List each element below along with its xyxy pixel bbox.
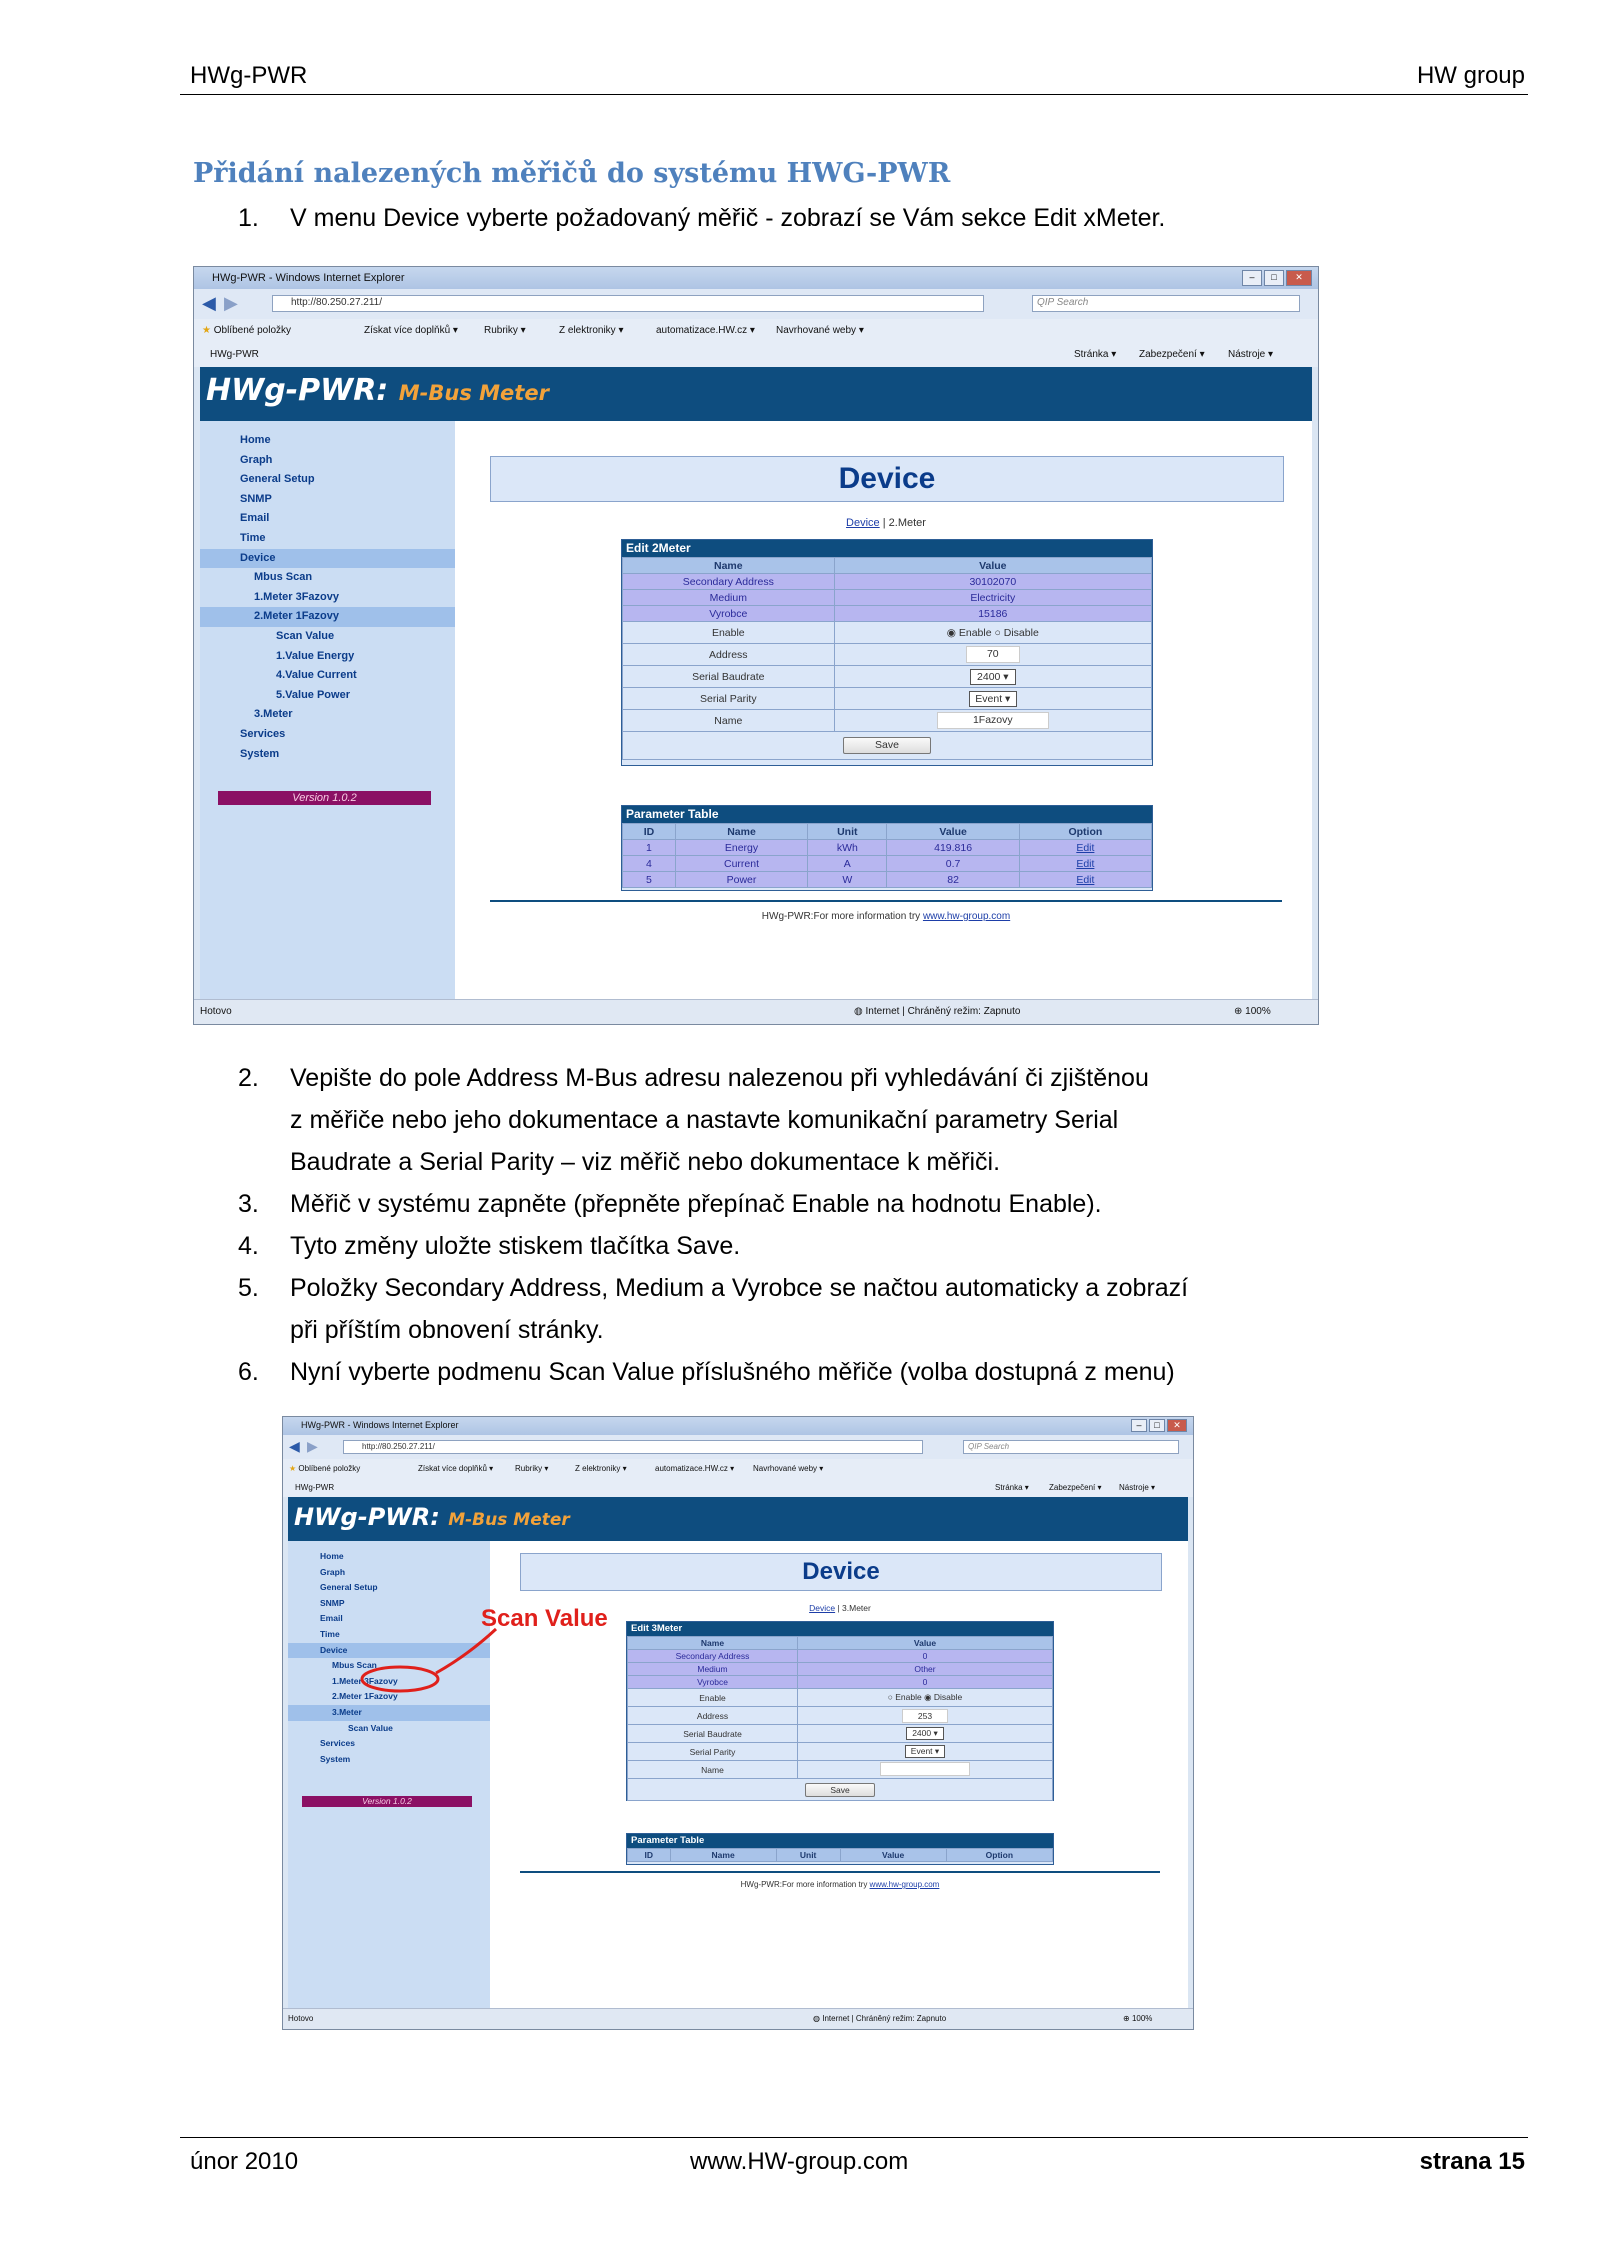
menu-item-mbus-scan[interactable]: • Mbus Scan (200, 568, 455, 588)
col-name: Name (628, 1637, 798, 1650)
sidebar (288, 1541, 490, 2009)
row-label: Vyrobce (628, 1676, 798, 1689)
param-unit: kWh (808, 840, 887, 856)
browser-screenshot-2 (282, 1416, 1194, 2030)
globe-icon: ◍ (854, 1006, 863, 1017)
maximize-icon[interactable]: □ (1264, 270, 1284, 286)
form-title: Edit 2Meter (622, 540, 1152, 557)
step-line: při příštím obnovení stránky. (290, 1316, 604, 1344)
baudrate-select[interactable] (970, 669, 1016, 685)
fav-link-automatizace[interactable]: automatizace.HW.cz ▾ (656, 325, 755, 336)
menu-item-value-current[interactable]: • 4.Value Current (200, 666, 455, 686)
param-unit: A (808, 856, 887, 872)
device-heading: Device (490, 456, 1284, 502)
secondary-address-value: 30102070 (834, 574, 1151, 590)
fav-link-elektroniky[interactable]: Z elektroniky ▾ (559, 325, 624, 336)
save-button[interactable]: Save (805, 1783, 875, 1797)
search-input[interactable]: QIP Search (1032, 295, 1300, 312)
step-line: Baudrate a Serial Parity – viz měřič nebo dokumentace k měřiči. (290, 1148, 1001, 1176)
parameter-table (626, 1833, 1054, 1865)
back-icon[interactable]: ◀ (289, 1438, 300, 1454)
window-title: HWg-PWR - Windows Internet Explorer (212, 272, 405, 284)
browser-screenshot-1 (193, 266, 1319, 1025)
col-value: Value (834, 558, 1151, 574)
status-zone-text: Internet | Chráněný režim: Zapnuto (865, 1006, 1021, 1017)
close-icon[interactable]: ✕ (1286, 270, 1312, 286)
zoom-value: 100% (1245, 1006, 1271, 1017)
favorites-bar (283, 1459, 1193, 1479)
annotation-ellipse (328, 1625, 518, 1695)
cmd-security[interactable]: Zabezpečení ▾ (1049, 1483, 1102, 1492)
status-bar (283, 2008, 1193, 2029)
address-bar (283, 1435, 1193, 1459)
medium-value: Other (798, 1663, 1053, 1676)
parity-select[interactable] (905, 1745, 945, 1758)
col-option: Option (1019, 824, 1151, 840)
menu-item-scan-value[interactable]: • Scan Value (288, 1721, 490, 1737)
zoom-value: 100% (1131, 2014, 1153, 2023)
fav-link-rubriky[interactable]: Rubriky ▾ (515, 1464, 549, 1473)
status-text: Hotovo (200, 1006, 232, 1017)
app-title: HWg-PWR: (294, 1503, 440, 1531)
footer-website: www.HW-group.com (690, 2148, 909, 2175)
baudrate-value: 2400 (912, 1728, 932, 1738)
footer-date: únor 2010 (190, 2148, 299, 2175)
cmd-tools[interactable]: Nástroje ▾ (1228, 349, 1274, 360)
menu-item-email[interactable]: • Email (200, 509, 455, 529)
version-badge: Version 1.0.2 (218, 791, 431, 805)
step-number: 2. (238, 1064, 259, 1092)
sidebar-menu (200, 431, 455, 764)
zoom-control[interactable] (1234, 1006, 1271, 1017)
menu-item-device[interactable]: • Device (200, 549, 455, 569)
edit-link[interactable]: Edit (1076, 857, 1095, 870)
breadcrumb-device-link[interactable]: Device (846, 517, 880, 529)
favorites-button[interactable] (289, 1464, 360, 1473)
menu-item-home[interactable]: • Home (200, 431, 455, 451)
col-id: ID (628, 1849, 671, 1862)
forward-icon[interactable]: ▶ (307, 1438, 318, 1454)
step-number: 1. (238, 204, 259, 232)
step-text: V menu Device vyberte požadovaný měřič - zobrazí se Vám sekce Edit xMeter. (290, 204, 1166, 232)
star-icon: ★ (289, 1464, 297, 1473)
col-unit: Unit (808, 824, 887, 840)
name-input[interactable]: 1Fazovy (937, 712, 1049, 729)
zoom-control[interactable] (1123, 2014, 1152, 2023)
fav-link-addons[interactable]: Získat více doplňků ▾ (364, 325, 458, 336)
app-banner (200, 367, 1312, 421)
menu-item-meter-1[interactable]: • 1.Meter 3Fazovy (200, 588, 455, 608)
web-page (200, 367, 1312, 999)
menu-item-system[interactable]: • System (200, 745, 455, 765)
chevron-down-icon: ▾ (933, 1728, 938, 1738)
vyrobce-value: 15186 (834, 606, 1151, 622)
breadcrumb (490, 517, 1282, 529)
app-footer (520, 1880, 1160, 1889)
enable-radio[interactable]: ◉ (946, 626, 956, 639)
footer-text: HWg-PWR:For more information try (761, 911, 923, 922)
step-text: Nyní vyberte podmenu Scan Value příslušného měřiče (volba dostupná z menu) (290, 1358, 1175, 1386)
col-option: Option (946, 1849, 1052, 1862)
url-input[interactable]: http://80.250.27.211/ (343, 1440, 923, 1454)
step-text (290, 1267, 1390, 1351)
breadcrumb (520, 1603, 1160, 1613)
chevron-down-icon: ▾ (934, 1746, 940, 1756)
favorites-label: Oblíbené položky (213, 325, 292, 336)
menu-item-general-setup[interactable]: • General Setup (288, 1580, 490, 1596)
sidebar (200, 421, 455, 999)
favorites-label: Oblíbené položky (298, 1464, 361, 1473)
favorites-button[interactable] (202, 325, 291, 336)
parameter-table (621, 805, 1153, 891)
enable-option-label: Enable (958, 626, 992, 639)
status-zone-text: Internet | Chráněný režim: Zapnuto (822, 2014, 947, 2023)
menu-item-email[interactable]: • Email (288, 1611, 490, 1627)
col-name: Name (670, 1849, 776, 1862)
menu-item-snmp[interactable]: • SNMP (200, 490, 455, 510)
name-input[interactable] (880, 1762, 970, 1776)
app-subtitle: M-Bus Meter (398, 381, 549, 405)
fav-link-rubriky[interactable]: Rubriky ▾ (484, 325, 526, 336)
footer-link[interactable]: www.hw-group.com (922, 911, 1011, 922)
command-bar (194, 345, 1318, 367)
edit-link[interactable]: Edit (1076, 841, 1095, 854)
col-unit: Unit (776, 1849, 840, 1862)
menu-item-device[interactable]: • Device (288, 1643, 490, 1659)
enable-option-label: Enable (895, 1692, 922, 1702)
menu-item-mbus-scan[interactable]: • Mbus Scan (288, 1658, 490, 1674)
step-number: 3. (238, 1190, 259, 1218)
row-label: Secondary Address (628, 1650, 798, 1663)
menu-item-services[interactable]: • Services (288, 1736, 490, 1752)
menu-item-time[interactable]: • Time (288, 1627, 490, 1643)
content-divider (520, 1871, 1160, 1873)
menu-item-value-energy[interactable]: • 1.Value Energy (200, 647, 455, 667)
param-id: 1 (623, 840, 676, 856)
disable-option-label: Disable (933, 1692, 963, 1702)
footer-text: HWg-PWR:For more information try (740, 1880, 870, 1889)
menu-item-value-power[interactable]: • 5.Value Power (200, 686, 455, 706)
zoom-icon: ⊕ (1123, 2014, 1130, 2023)
menu-item-meter-2[interactable]: • 2.Meter 1Fazovy (200, 607, 455, 627)
menu-item-graph[interactable]: • Graph (200, 451, 455, 471)
favorites-bar (194, 319, 1318, 345)
param-unit: W (808, 872, 887, 888)
footer-rule (180, 2137, 1528, 2138)
step-number: 5. (238, 1274, 259, 1302)
app-title: HWg-PWR: (206, 373, 389, 408)
command-bar (283, 1479, 1193, 1497)
secondary-address-value: 0 (798, 1650, 1053, 1663)
status-text: Hotovo (288, 2014, 314, 2023)
param-name: Energy (675, 840, 807, 856)
footer-page-number: strana 15 (1419, 2148, 1525, 2175)
vyrobce-value: 0 (798, 1676, 1053, 1689)
col-id: ID (623, 824, 676, 840)
breadcrumb-current: | 3.Meter (835, 1603, 871, 1613)
menu-item-meter-2[interactable]: • 2.Meter 1Fazovy (288, 1689, 490, 1705)
step-text: Měřič v systému zapněte (přepněte přepínač Enable na hodnotu Enable). (290, 1190, 1102, 1218)
url-input[interactable]: http://80.250.27.211/ (272, 295, 984, 312)
row-label: Address (628, 1707, 798, 1725)
status-zone (854, 1006, 1020, 1017)
col-name: Name (623, 558, 835, 574)
baudrate-select[interactable] (906, 1727, 944, 1740)
chevron-down-icon: ▾ (1003, 670, 1009, 683)
step-2 (238, 1057, 1388, 1176)
step-number: 6. (238, 1358, 259, 1386)
menu-item-home[interactable]: • Home (288, 1549, 490, 1565)
fav-link-addons[interactable]: Získat více doplňků ▾ (418, 1464, 494, 1473)
cmd-security[interactable]: Zabezpečení ▾ (1139, 349, 1205, 360)
footer-link[interactable]: www.hw-group.com (869, 1880, 940, 1889)
app-subtitle: M-Bus Meter (448, 1510, 570, 1530)
step-text (290, 1057, 1390, 1183)
fav-link-elektroniky[interactable]: Z elektroniky ▾ (575, 1464, 627, 1473)
row-label: Serial Parity (623, 688, 835, 710)
device-heading: Device (520, 1553, 1162, 1591)
cmd-page[interactable]: Stránka ▾ (995, 1483, 1029, 1492)
row-label: Serial Baudrate (628, 1725, 798, 1743)
cmd-tools[interactable]: Nástroje ▾ (1119, 1483, 1156, 1492)
section-title: Přidání nalezených měřičů do systému HWG-PWR (193, 158, 951, 189)
parity-value: Event (975, 692, 1003, 705)
param-value: 0.7 (887, 856, 1019, 872)
status-zone (813, 2014, 946, 2023)
row-label: Vyrobce (623, 606, 835, 622)
window-titlebar (283, 1417, 1193, 1435)
browser-tab[interactable]: HWg-PWR (210, 349, 259, 360)
row-label: Secondary Address (623, 574, 835, 590)
row-label: Serial Baudrate (623, 666, 835, 688)
step-line: Vepište do pole Address M-Bus adresu nalezenou při vyhledávání či zjištěnou (290, 1064, 1149, 1092)
step-line: Položky Secondary Address, Medium a Vyrobce se načtou automaticky a zobrazí (290, 1274, 1189, 1302)
edit-link[interactable]: Edit (1076, 873, 1095, 886)
step-number: 4. (238, 1232, 259, 1260)
table-row (623, 856, 1152, 872)
menu-item-scan-value[interactable]: • Scan Value (200, 627, 455, 647)
menu-item-time[interactable]: • Time (200, 529, 455, 549)
scan-value-annotation: Scan Value (481, 1605, 608, 1632)
edit-meter-form (626, 1621, 1054, 1801)
menu-item-graph[interactable]: • Graph (288, 1565, 490, 1581)
parity-value: Event (910, 1746, 933, 1756)
address-input[interactable]: 70 (966, 646, 1020, 663)
chevron-down-icon: ▾ (1005, 692, 1011, 705)
row-label: Name (623, 710, 835, 732)
zoom-icon: ⊕ (1234, 1006, 1243, 1017)
row-label: Name (628, 1761, 798, 1779)
fav-link-navrhovane[interactable]: Navrhované weby ▾ (776, 325, 864, 336)
menu-item-meter-1[interactable]: • 1.Meter 3Fazovy (288, 1674, 490, 1690)
row-label: Medium (628, 1663, 798, 1676)
param-id: 5 (623, 872, 676, 888)
disable-radio[interactable]: ◉ (924, 1692, 932, 1702)
menu-item-snmp[interactable]: • SNMP (288, 1596, 490, 1612)
step-text: Tyto změny uložte stiskem tlačítka Save. (290, 1232, 741, 1260)
web-page (288, 1497, 1188, 2009)
table-row (623, 840, 1152, 856)
content-divider (490, 900, 1282, 902)
disable-radio[interactable]: ○ (994, 626, 1001, 639)
row-label: Enable (623, 622, 835, 644)
menu-item-meter-3[interactable]: • 3.Meter (288, 1705, 490, 1721)
save-button[interactable]: Save (843, 737, 931, 754)
star-icon: ★ (202, 325, 211, 336)
address-input[interactable]: 253 (902, 1709, 948, 1723)
status-bar (194, 999, 1318, 1024)
search-input[interactable]: QIP Search (963, 1440, 1179, 1454)
window-title: HWg-PWR - Windows Internet Explorer (301, 1420, 459, 1430)
parity-select[interactable] (969, 691, 1017, 707)
menu-item-services[interactable]: • Services (200, 725, 455, 745)
row-label: Serial Parity (628, 1743, 798, 1761)
step-6 (238, 1351, 1388, 1393)
step-3 (238, 1183, 1388, 1225)
param-table-title: Parameter Table (627, 1834, 1053, 1848)
col-value: Value (798, 1637, 1053, 1650)
step-5 (238, 1267, 1388, 1344)
form-title: Edit 3Meter (627, 1622, 1053, 1636)
col-value: Value (887, 824, 1019, 840)
row-label: Address (623, 644, 835, 666)
breadcrumb-current: | 2.Meter (879, 517, 926, 529)
browser-tab[interactable]: HWg-PWR (295, 1483, 335, 1492)
col-value: Value (840, 1849, 946, 1862)
app-banner (288, 1497, 1188, 1541)
table-row (623, 872, 1152, 888)
step-4 (238, 1225, 1388, 1267)
medium-value: Electricity (834, 590, 1151, 606)
minimize-icon[interactable]: – (1131, 1419, 1147, 1432)
row-label: Medium (623, 590, 835, 606)
header-left: HWg-PWR (190, 62, 308, 89)
menu-item-system[interactable]: • System (288, 1752, 490, 1768)
app-footer (490, 911, 1282, 922)
cmd-page[interactable]: Stránka ▾ (1074, 349, 1117, 360)
window-titlebar (194, 267, 1318, 289)
param-table-title: Parameter Table (622, 806, 1152, 823)
back-icon[interactable]: ◀ (202, 293, 216, 313)
version-badge: Version 1.0.2 (302, 1796, 472, 1807)
forward-icon[interactable]: ▶ (224, 293, 238, 313)
menu-item-general-setup[interactable]: • General Setup (200, 470, 455, 490)
breadcrumb-device-link[interactable]: Device (809, 1603, 836, 1613)
disable-option-label: Disable (1003, 626, 1039, 639)
header-right: HW group (1416, 62, 1525, 89)
param-name: Power (675, 872, 807, 888)
param-name: Current (675, 856, 807, 872)
enable-radio[interactable]: ○ (887, 1692, 893, 1702)
param-id: 4 (623, 856, 676, 872)
menu-item-meter-3[interactable]: • 3.Meter (200, 705, 455, 725)
address-bar (194, 289, 1318, 319)
minimize-icon[interactable]: – (1242, 270, 1262, 286)
step-1 (238, 197, 1388, 239)
close-icon[interactable]: ✕ (1167, 1419, 1187, 1432)
fav-link-navrhovane[interactable]: Navrhované weby ▾ (753, 1464, 824, 1473)
edit-meter-form (621, 539, 1153, 766)
maximize-icon[interactable]: □ (1149, 1419, 1165, 1432)
param-value: 82 (887, 872, 1019, 888)
baudrate-value: 2400 (977, 670, 1001, 683)
row-label: Enable (628, 1689, 798, 1707)
header-rule (180, 94, 1528, 95)
fav-link-automatizace[interactable]: automatizace.HW.cz ▾ (655, 1464, 735, 1473)
globe-icon: ◍ (813, 2014, 820, 2023)
step-line: z měřiče nebo jeho dokumentace a nastavte komunikační parametry Serial (290, 1106, 1119, 1134)
col-name: Name (675, 824, 807, 840)
param-value: 419.816 (887, 840, 1019, 856)
